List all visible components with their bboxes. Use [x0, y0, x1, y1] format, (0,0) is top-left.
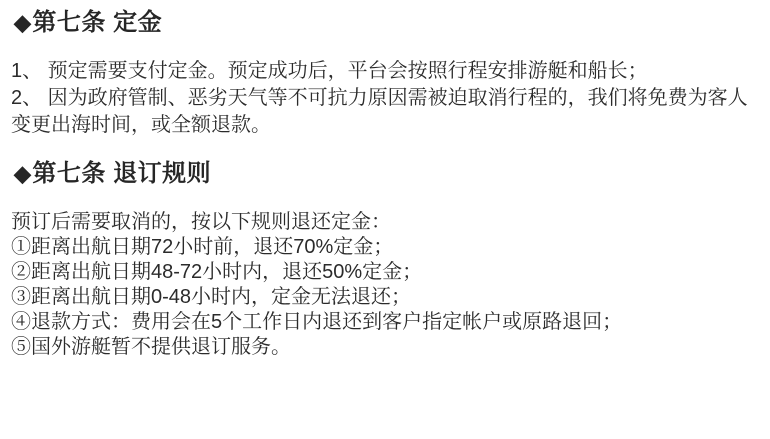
diamond-bullet-icon: ◆ [14, 161, 32, 186]
deposit-term-line: 2、 因为政府管制、恶劣天气等不可抗力原因需被迫取消行程的，我们将免费为客人 [11, 87, 748, 109]
refund-rule-item: ④退款方式：费用会在5个工作日内退还到客户指定帐户或原路退回； [11, 311, 623, 333]
refund-section-heading [11, 157, 756, 191]
deposit-term-line: 变更出海时间，或全额退款。 [11, 114, 271, 136]
deposit-terms-paragraph [11, 58, 756, 139]
refund-rule-item: ③距离出航日期0-48小时内，定金无法退还； [11, 286, 412, 308]
deposit-section-heading [11, 6, 756, 40]
diamond-bullet-icon: ◆ [14, 10, 32, 35]
refund-rules-list [11, 210, 756, 360]
refund-heading-label: 第七条 退订规则 [32, 160, 212, 187]
deposit-term-line: 1、 预定需要支付定金。预定成功后，平台会按照行程安排游艇和船长； [11, 60, 648, 82]
deposit-heading-label: 第七条 定金 [32, 9, 163, 36]
refund-rule-item: ①距离出航日期72小时前，退还70%定金； [11, 236, 394, 258]
refund-rule-item: ②距离出航日期48-72小时内，退还50%定金； [11, 261, 423, 283]
refund-rules-intro: 预订后需要取消的，按以下规则退还定金： [11, 211, 391, 233]
refund-rule-item: ⑤国外游艇暂不提供退订服务。 [11, 336, 291, 358]
